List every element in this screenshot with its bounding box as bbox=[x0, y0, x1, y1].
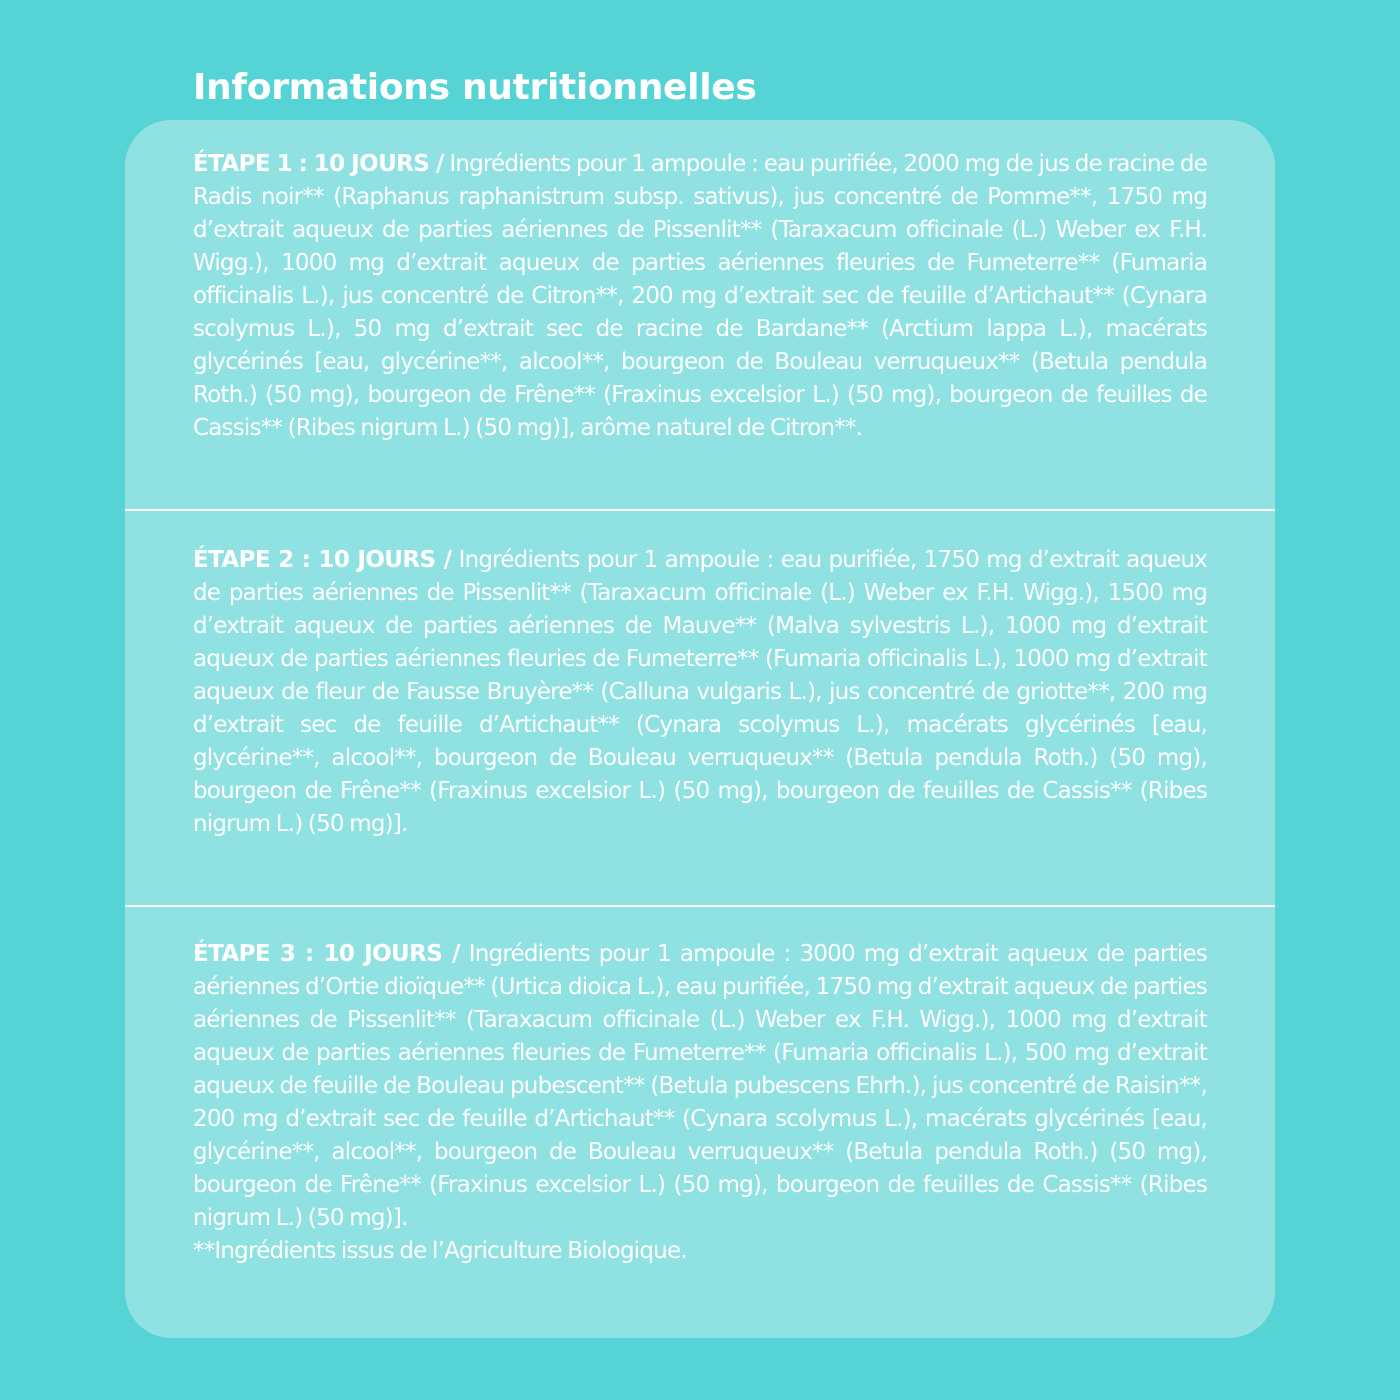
step-3-section bbox=[125, 938, 1275, 1268]
step-3-ingredients: Ingrédients pour 1 ampoule : 3000 mg d’extrait aqueux de parties aériennes d’Ortie dioïque** (Urtica dioica L.), eau purifiée, 1750 mg d’extrait aqueux de parties aériennes de Pissenlit** (Taraxacum officinale (L.) Weber ex F.H. Wigg.), 1000 mg d’extrait aqueux de parties aériennes fleuries de Fumeterre** (Fumaria officinalis L.), 500 mg d’extrait aqueux de feuille de Bouleau pubescent** (Betula pubescens Ehrh.), jus concentré de Raisin**, 200 mg d’extrait sec de feuille d’Artichaut** (Cynara scolymus L.), macérats glycérinés [eau, glycérine**, alcool**, bourgeon de Bouleau verruqueux** (Betula pendula Roth.) (50 mg), bourgeon de Frêne** (Fraxinus excelsior L.) (50 mg), bourgeon de feuilles de Cassis** (Ribes nigrum L.) (50 mg)]. bbox=[193, 941, 1207, 1231]
step-1-label: ÉTAPE 1 : 10 JOURS / bbox=[193, 151, 444, 177]
step-1-section bbox=[125, 148, 1275, 445]
step-2-section bbox=[125, 544, 1275, 841]
section-divider bbox=[125, 905, 1275, 907]
step-1-text bbox=[193, 148, 1207, 445]
step-1-ingredients: Ingrédients pour 1 ampoule : eau purifiée, 2000 mg de jus de racine de Radis noir** (Raphanus raphanistrum subsp. sativus), jus concentré de Pomme**, 1750 mg d’extrait aqueux de parties aériennes de Pissenlit** (Taraxacum officinale (L.) Weber ex F.H. Wigg.), 1000 mg d’extrait aqueux de parties aériennes fleuries de Fumeterre** (Fumaria officinalis L.), jus concentré de Citron**, 200 mg d’extrait sec de feuille d’Artichaut** (Cynara scolymus L.), 50 mg d’extrait sec de racine de Bardane** (Arctium lappa L.), macérats glycérinés [eau, glycérine**, alcool**, bourgeon de Bouleau verruqueux** (Betula pendula Roth.) (50 mg), bourgeon de Frêne** (Fraxinus excelsior L.) (50 mg), bourgeon de feuilles de Cassis** (Ribes nigrum L.) (50 mg)], arôme naturel de Citron**. bbox=[193, 151, 1207, 441]
ingredients-panel bbox=[125, 120, 1275, 1338]
step-2-label: ÉTAPE 2 : 10 JOURS / bbox=[193, 547, 452, 573]
page-title: Informations nutritionnelles bbox=[193, 67, 757, 108]
step-3-label: ÉTAPE 3 : 10 JOURS / bbox=[193, 941, 460, 967]
organic-footnote: **Ingrédients issus de l’Agriculture Biologique. bbox=[193, 1238, 687, 1264]
section-divider bbox=[125, 509, 1275, 511]
step-2-ingredients: Ingrédients pour 1 ampoule : eau purifiée, 1750 mg d’extrait aqueux de parties aériennes de Pissenlit** (Taraxacum officinale (L.) Weber ex F.H. Wigg.), 1500 mg d’extrait aqueux de parties aériennes de Mauve** (Malva sylvestris L.), 1000 mg d’extrait aqueux de parties aériennes fleuries de Fumeterre** (Fumaria officinalis L.), 1000 mg d’extrait aqueux de fleur de Fausse Bruyère** (Calluna vulgaris L.), jus concentré de griotte**, 200 mg d’extrait sec de feuille d’Artichaut** (Cynara scolymus L.), macérats glycérinés [eau, glycérine**, alcool**, bourgeon de Bouleau verruqueux** (Betula pendula Roth.) (50 mg), bourgeon de Frêne** (Fraxinus excelsior L.) (50 mg), bourgeon de feuilles de Cassis** (Ribes nigrum L.) (50 mg)]. bbox=[193, 547, 1207, 837]
step-3-text bbox=[193, 938, 1207, 1235]
step-2-text bbox=[193, 544, 1207, 841]
